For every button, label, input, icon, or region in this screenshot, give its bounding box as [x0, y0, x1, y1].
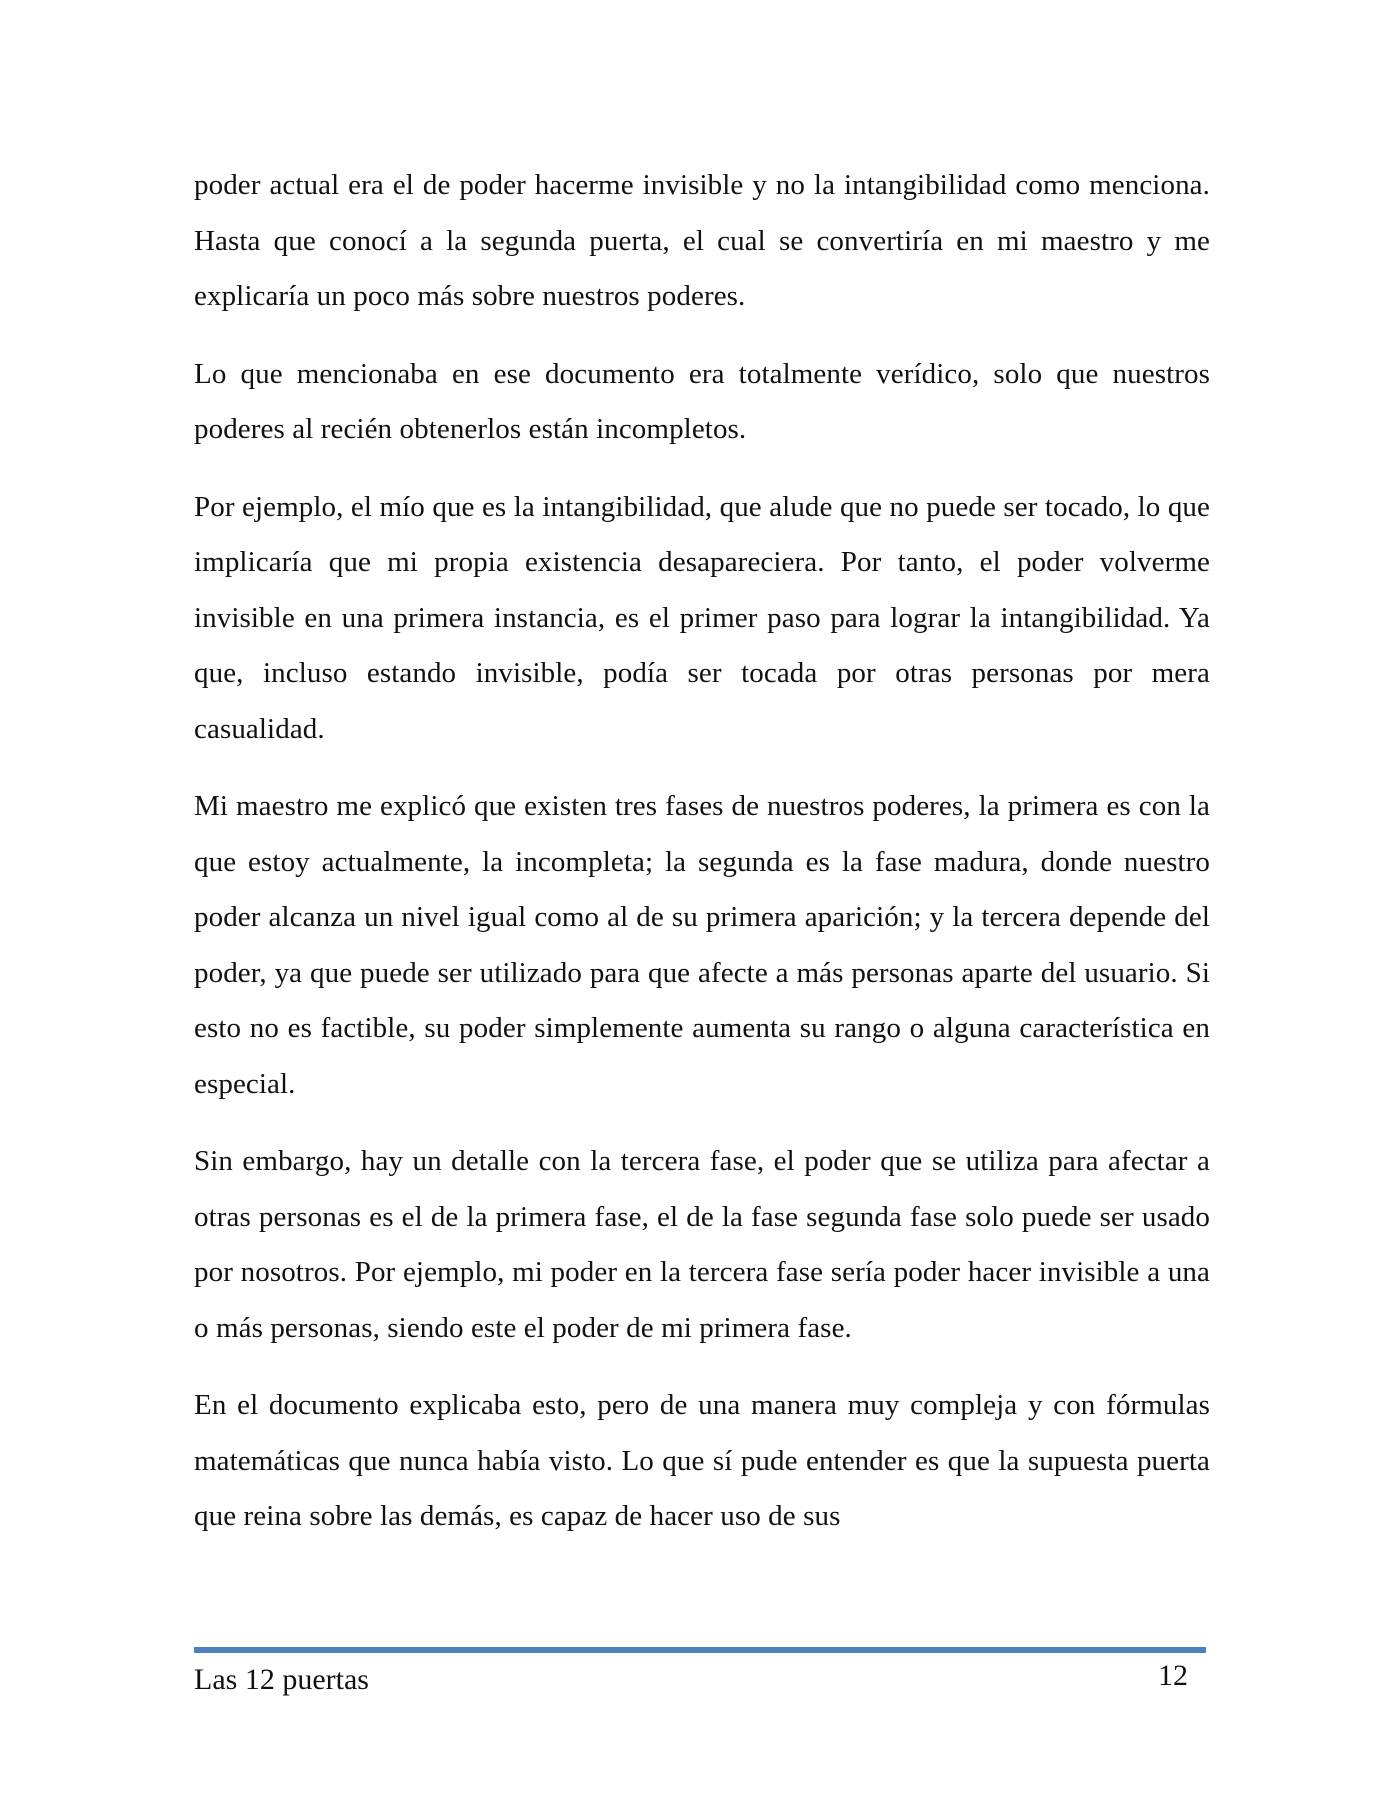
paragraph-5: Sin embargo, hay un detalle con la tercera fase, el poder que se utiliza para afectar a otras personas es el de la primera fase, el de la fase segunda fase solo puede ser usado por nosotros. Por ejemplo, mi poder en la tercera fase sería poder hacer invisible a una o más personas, siendo este el poder de mi primera fase. [194, 1145, 1210, 1344]
paragraph-4: Mi maestro me explicó que existen tres fases de nuestros poderes, la primera es con la que estoy actualmente, la incompleta; la segunda es la fase madura, donde nuestro poder alcanza un nivel igual como al de su primera aparición; y la tercera depende del poder, ya que puede ser utilizado para que afecte a más personas aparte del usuario. Si esto no es factible, su poder simplemente aumenta su rango o alguna característica en especial. [194, 790, 1210, 1100]
footer-rule [194, 1647, 1206, 1653]
footer-page-number: 12 [1158, 1659, 1188, 1692]
footer-book-title: Las 12 puertas [194, 1663, 369, 1696]
paragraph-6: En el documento explicaba esto, pero de una manera muy compleja y con fórmulas matemáticas que nunca había visto. Lo que sí pude entender es que la supuesta puerta que reina sobre las demás, es capaz de hacer uso de sus [194, 1389, 1210, 1532]
paragraph-3: Por ejemplo, el mío que es la intangibilidad, que alude que no puede ser tocado, lo que implicaría que mi propia existencia desapareciera. Por tanto, el poder volverme invisible en una primera instancia, es el primer paso para lograr la intangibilidad. Ya que, incluso estando invisible, podía ser tocada por otras personas por mera casualidad. [194, 490, 1210, 745]
paragraph-2: Lo que mencionaba en ese documento era totalmente verídico, solo que nuestros poderes al recién obtenerlos están incompletos. [194, 357, 1210, 445]
body-text [194, 158, 1210, 1567]
paragraph-1: poder actual era el de poder hacerme invisible y no la intangibilidad como menciona. Hasta que conocí a la segunda puerta, el cual se convertiría en mi maestro y me explicaría un poco más sobre nuestros poderes. [194, 169, 1210, 312]
